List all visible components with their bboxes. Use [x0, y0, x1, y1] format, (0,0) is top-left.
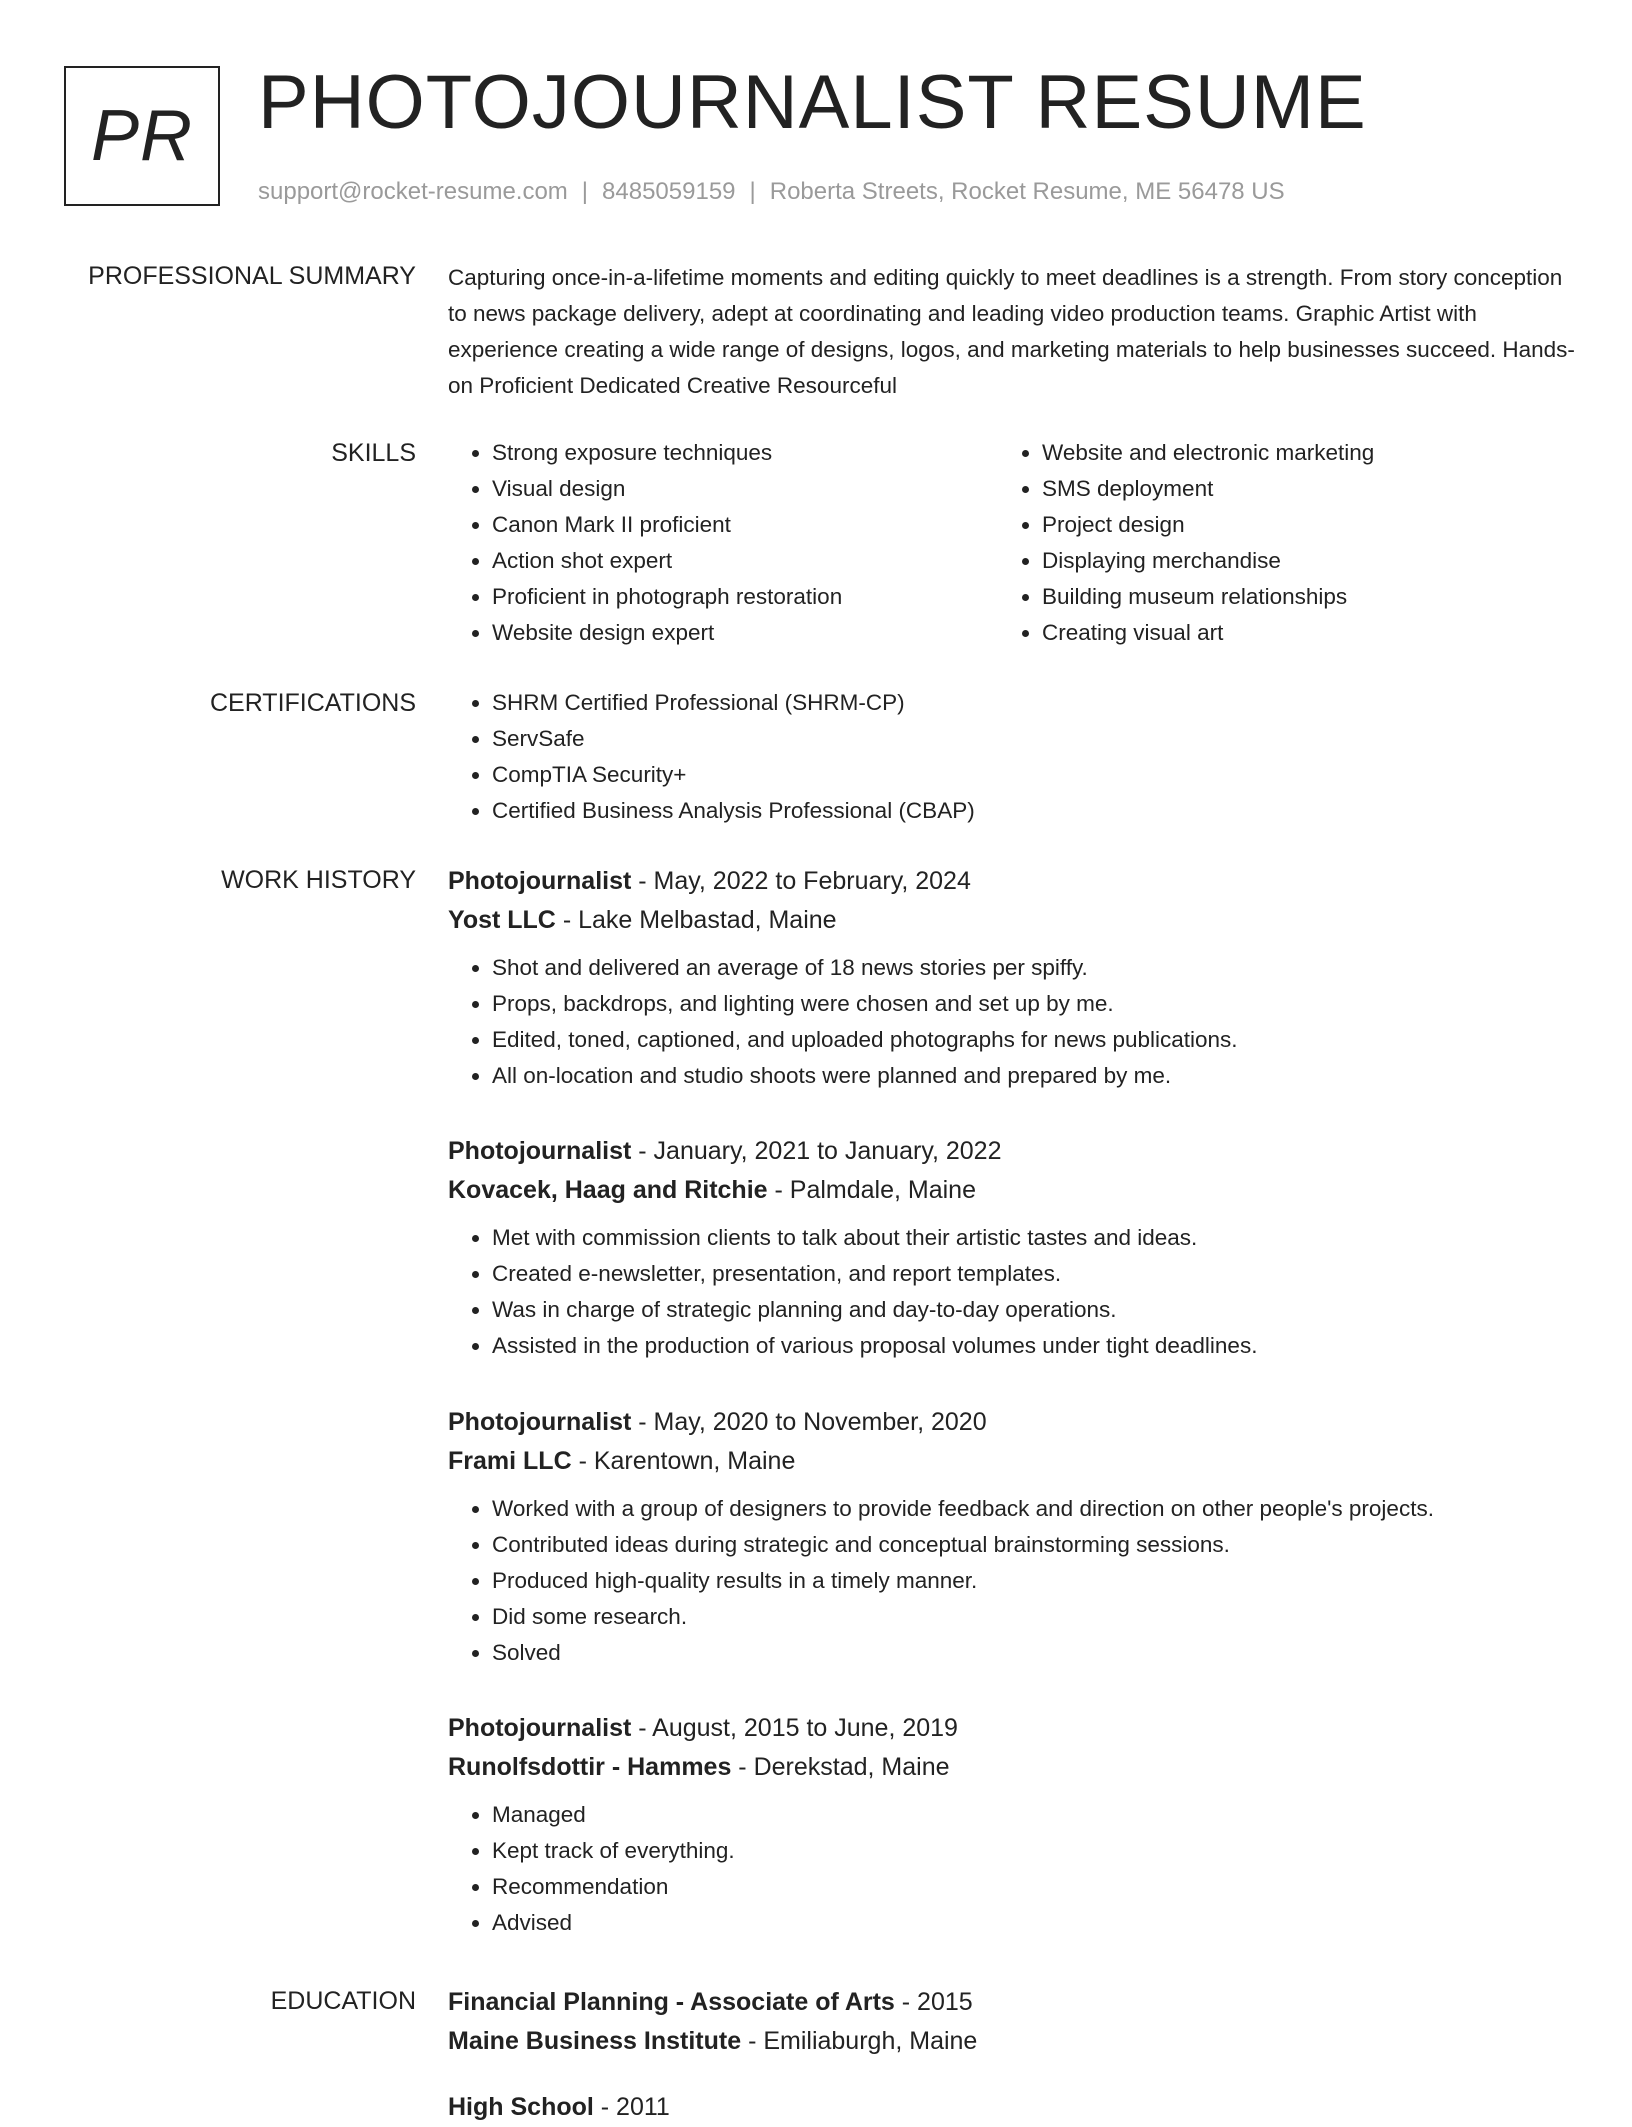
job-employer: Runolfsdottir - Hammes: [448, 1753, 732, 1781]
job-title-line: [448, 1132, 1578, 1171]
degree: Financial Planning - Associate of Arts: [448, 1988, 895, 2016]
job-duties: [448, 950, 1578, 1094]
job-duty: • Managed: [492, 1797, 1578, 1833]
education-entry: [448, 2088, 1578, 2127]
job-location: - Palmdale, Maine: [767, 1176, 976, 1204]
job-entry: [448, 1132, 1578, 1364]
section-label-summary: PROFESSIONAL SUMMARY: [88, 262, 416, 290]
job-duty: • Did some research.: [492, 1599, 1578, 1635]
job-duties: [448, 1797, 1578, 1941]
job-title-line: [448, 862, 1578, 901]
job-employer-line: [448, 1171, 1578, 1210]
skill-item: • SMS deployment: [1042, 471, 1548, 507]
contact-address: Roberta Streets, Rocket Resume, ME 56478 US: [769, 178, 1285, 205]
school-line: [448, 2022, 1578, 2061]
contact-separator: |: [581, 178, 589, 205]
job-dates: - August, 2015 to June, 2019: [631, 1714, 958, 1742]
job-duty: • Shot and delivered an average of 18 news stories per spiffy.: [492, 950, 1578, 986]
certification-item: • ServSafe: [492, 721, 1578, 757]
summary-text: Capturing once-in-a-lifetime moments and editing quickly to meet deadlines is a strength. From story conception to news package delivery, adept at coordinating and leading video production teams. Graphic Artist with experience creating a wide range of designs, logos, and marketing materials to help businesses succeed. Hands-on Proficient Dedicated Creative Resourceful: [448, 265, 1575, 398]
job-duty: • Contributed ideas during strategic and conceptual brainstorming sessions.: [492, 1527, 1578, 1563]
school: Maine Business Institute: [448, 2027, 742, 2055]
job-employer: Yost LLC: [448, 906, 556, 934]
job-duty: • Worked with a group of designers to provide feedback and direction on other people's projects.: [492, 1491, 1578, 1527]
job-dates: - January, 2021 to January, 2022: [631, 1137, 1002, 1165]
degree-year: - 2011: [593, 2093, 670, 2121]
skills-column-right: [998, 435, 1548, 651]
section-label-work-history: WORK HISTORY: [221, 866, 416, 894]
skill-item: • Canon Mark II proficient: [492, 507, 998, 543]
job-duty: • Solved: [492, 1635, 1578, 1671]
section-label-education: EDUCATION: [270, 1987, 416, 2015]
contact-phone[interactable]: 8485059159: [602, 178, 736, 205]
skill-item: • Project design: [1042, 507, 1548, 543]
skills-column-left: [448, 435, 998, 651]
skill-item: • Building museum relationships: [1042, 579, 1548, 615]
skills-list: [448, 435, 1578, 651]
job-employer-line: [448, 1748, 1578, 1787]
job-duty: • Assisted in the production of various proposal volumes under tight deadlines.: [492, 1328, 1578, 1364]
degree-line: [448, 2088, 1578, 2127]
job-duty: • Created e-newsletter, presentation, and report templates.: [492, 1256, 1578, 1292]
job-employer-line: [448, 901, 1578, 940]
skill-item: • Website and electronic marketing: [1042, 435, 1548, 471]
job-duty: • Met with commission clients to talk about their artistic tastes and ideas.: [492, 1220, 1578, 1256]
job-duty: • Recommendation: [492, 1869, 1578, 1905]
skill-item: • Strong exposure techniques: [492, 435, 998, 471]
job-duty: • Edited, toned, captioned, and uploaded photographs for news publications.: [492, 1022, 1578, 1058]
school-location: - Emiliaburgh, Maine: [741, 2027, 978, 2055]
job-duty: • Props, backdrops, and lighting were chosen and set up by me.: [492, 986, 1578, 1022]
degree-line: [448, 1983, 1578, 2022]
job-dates: - May, 2022 to February, 2024: [631, 867, 971, 895]
section-label-skills: SKILLS: [331, 439, 416, 467]
monogram-logo: PR: [64, 66, 220, 206]
certification-item: • Certified Business Analysis Professional (CBAP): [492, 793, 1578, 829]
job-location: - Karentown, Maine: [571, 1447, 796, 1475]
job-entry: [448, 862, 1578, 1094]
job-duty: • Produced high-quality results in a timely manner.: [492, 1563, 1578, 1599]
contact-separator: |: [749, 178, 756, 205]
job-location: - Derekstad, Maine: [731, 1753, 950, 1781]
job-entry: [448, 1403, 1578, 1671]
certification-item: • SHRM Certified Professional (SHRM-CP): [492, 685, 1578, 721]
job-employer-line: [448, 1442, 1578, 1481]
certifications-block: [448, 685, 1578, 829]
job-title-line: [448, 1709, 1578, 1748]
job-employer: Kovacek, Haag and Ritchie: [448, 1176, 768, 1204]
job-duties: [448, 1220, 1578, 1364]
skill-item: • Action shot expert: [492, 543, 998, 579]
section-label-certifications: CERTIFICATIONS: [209, 689, 416, 717]
job-duty: • Was in charge of strategic planning and day-to-day operations.: [492, 1292, 1578, 1328]
skill-item: • Creating visual art: [1042, 615, 1548, 651]
job-title-line: [448, 1403, 1578, 1442]
job-entry: [448, 1709, 1578, 1941]
skill-item: • Visual design: [492, 471, 998, 507]
job-location: - Lake Melbastad, Maine: [555, 906, 837, 934]
resume-title: PHOTOJOURNALIST RESUME: [258, 60, 1367, 145]
job-duty: • Advised: [492, 1905, 1578, 1941]
skill-item: • Proficient in photograph restoration: [492, 579, 998, 615]
contact-line: [258, 176, 1285, 208]
job-dates: - May, 2020 to November, 2020: [631, 1408, 987, 1436]
certification-item: • CompTIA Security+: [492, 757, 1578, 793]
job-title: Photojournalist: [448, 1408, 632, 1436]
skill-item: • Displaying merchandise: [1042, 543, 1548, 579]
job-title: Photojournalist: [448, 1714, 632, 1742]
job-duties: [448, 1491, 1578, 1671]
education-entry: [448, 1983, 1578, 2061]
certifications-list: [448, 685, 1578, 829]
degree: High School: [448, 2093, 594, 2121]
job-duty: • Kept track of everything.: [492, 1833, 1578, 1869]
job-title: Photojournalist: [448, 1137, 632, 1165]
skill-item: • Website design expert: [492, 615, 998, 651]
contact-email[interactable]: support@rocket-resume.com: [258, 178, 568, 205]
degree-year: - 2015: [894, 1988, 973, 2016]
job-employer: Frami LLC: [448, 1447, 572, 1475]
job-title: Photojournalist: [448, 867, 632, 895]
job-duty: • All on-location and studio shoots were planned and prepared by me.: [492, 1058, 1578, 1094]
